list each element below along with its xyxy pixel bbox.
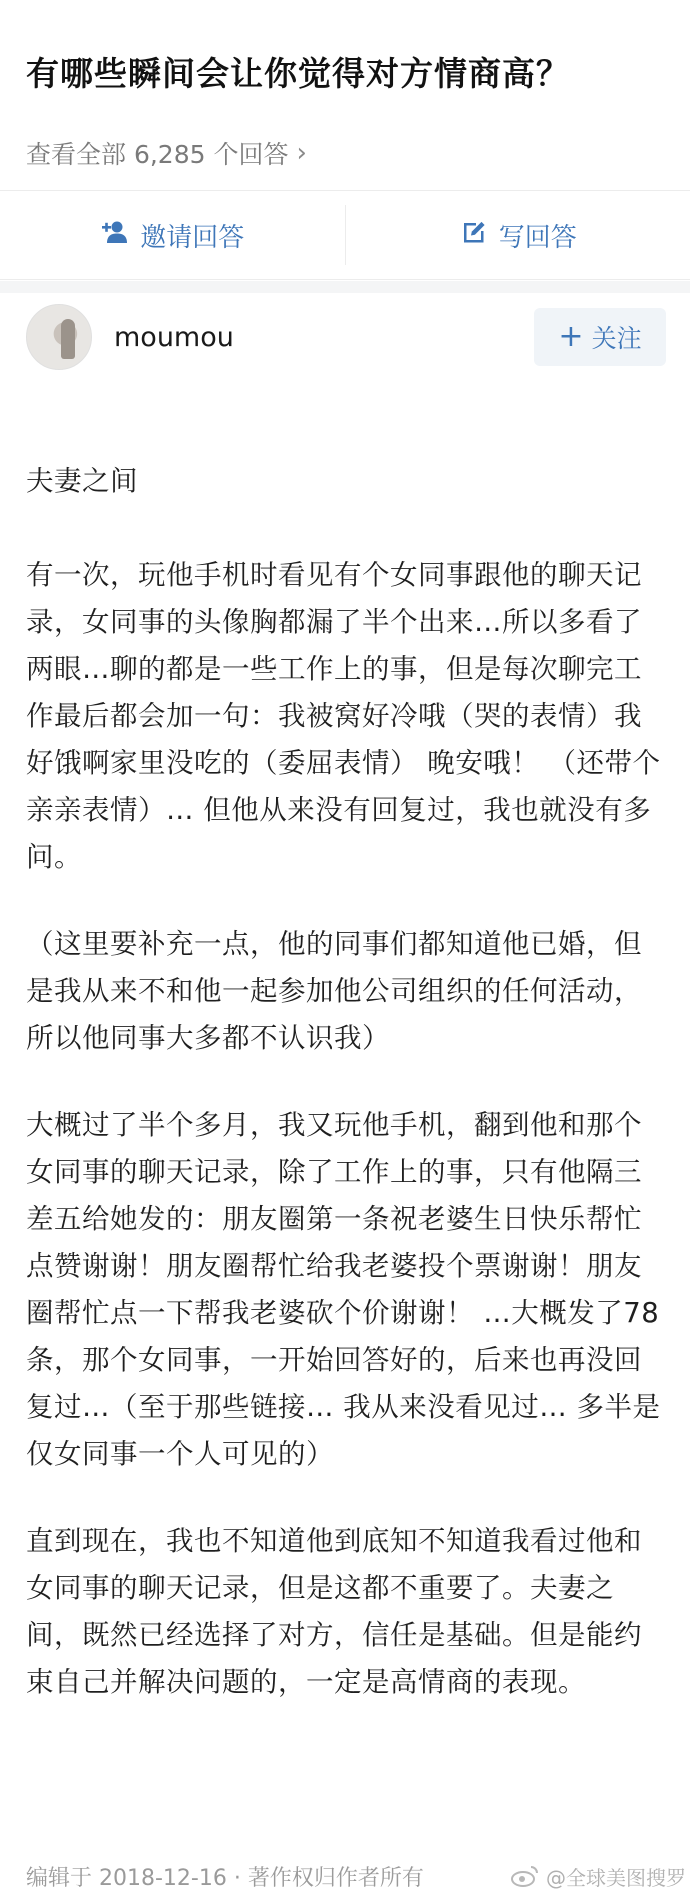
action-bar bbox=[0, 190, 690, 280]
answer-paragraph: 有一次，玩他手机时看见有个女同事跟他的聊天记录，女同事的头像胸都漏了半个出来…所以多看了两眼…聊的都是一些工作上的事，但是每次聊完工作最后都会加一句：我被窝好冷哦（哭的表情）我好饿啊家里没吃的（委屈表情） 晚安哦！ （还带个亲亲表情）… 但他从来没有回复过，我也就没有多问。 bbox=[26, 559, 661, 873]
weibo-icon bbox=[510, 1864, 540, 1888]
answer-footer bbox=[26, 1856, 686, 1896]
answer-paragraph: （这里要补充一点，他的同事们都知道他已婚，但是我从来不和他一起参加他公司组织的任何活动，所以他同事大多都不认识我） bbox=[26, 928, 642, 1054]
answer-paragraph: 大概过了半个多月，我又玩他手机，翻到他和那个女同事的聊天记录，除了工作上的事，只有他隔三差五给她发的：朋友圈第一条祝老婆生日快乐帮忙点赞谢谢！朋友圈帮忙给我老婆投个票谢谢！朋友圈帮忙点一下帮我老婆砍个价谢谢！ …大概发了78条，那个女同事，一开始回答好的，后来也再没回复过…（至于那些链接… 我从来没看见过… 多半是仅女同事一个人可见的） bbox=[26, 1109, 661, 1470]
invite-answer-button[interactable] bbox=[0, 191, 345, 279]
avatar[interactable] bbox=[26, 304, 92, 370]
person-plus-icon bbox=[100, 217, 130, 254]
edit-icon bbox=[459, 217, 489, 254]
chevron-right-icon: › bbox=[296, 138, 307, 168]
edited-date: 编辑于 2018-12-16 · 著作权归作者所有 bbox=[26, 1865, 424, 1891]
answer-paragraph: 夫妻之间 bbox=[26, 465, 138, 497]
write-answer-label: 写回答 bbox=[498, 222, 577, 253]
weibo-watermark bbox=[510, 1862, 686, 1891]
question-title[interactable]: 有哪些瞬间会让你觉得对方情商高？ bbox=[26, 54, 570, 93]
plus-icon: + bbox=[558, 319, 584, 354]
author-row bbox=[26, 302, 666, 372]
answer-paragraph: 直到现在，我也不知道他到底知不知道我看过他和女同事的聊天记录，但是这都不重要了。夫妻之间，既然已经选择了对方，信任是基础。但是能约束自己并解决问题的，一定是高情商的表现。 bbox=[26, 1525, 642, 1698]
view-all-answers-link[interactable] bbox=[26, 135, 307, 171]
watermark-text: @全球美图搜罗 bbox=[546, 1865, 686, 1890]
invite-answer-label: 邀请回答 bbox=[140, 222, 245, 253]
follow-button[interactable] bbox=[534, 308, 666, 366]
section-gap bbox=[0, 281, 690, 293]
follow-label: 关注 bbox=[591, 324, 642, 353]
answer-body bbox=[26, 458, 666, 1746]
write-answer-button[interactable] bbox=[346, 191, 690, 279]
view-all-label: 查看全部 6,285 个回答 bbox=[26, 140, 289, 169]
author-name[interactable]: moumou bbox=[114, 321, 234, 353]
